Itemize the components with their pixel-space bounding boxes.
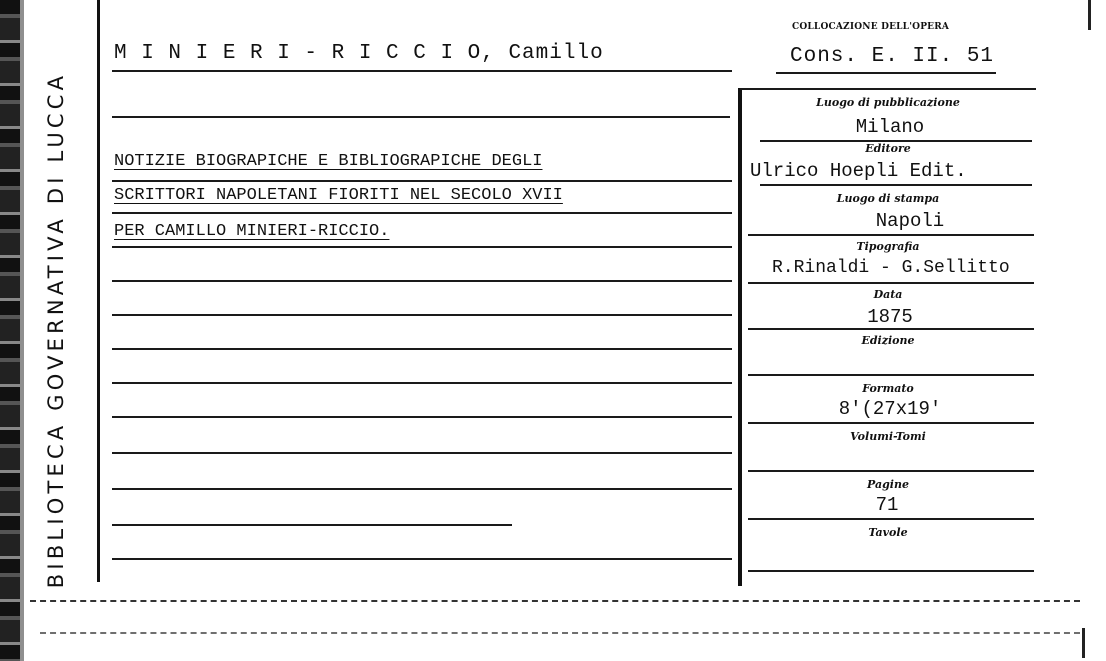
collocation-header: COLLOCAZIONE DELL'OPERA <box>792 22 950 32</box>
ruled-line <box>112 314 732 316</box>
card-left-edge <box>0 0 20 661</box>
ruled-line <box>112 524 512 526</box>
title-line-2: SCRITTORI NAPOLETANI FIORITI NEL SECOLO XVII <box>114 186 563 205</box>
author-name: M I N I E R I - R I C C I O, Camillo <box>114 42 604 65</box>
label-tavole: Tavole <box>868 526 908 539</box>
ruled-line <box>112 452 732 454</box>
ruled-line <box>112 558 732 560</box>
library-spine-label: BIBLIOTECA GOVERNATIVA DI LUCCA <box>44 71 68 589</box>
value-luogo-stampa: Napoli <box>875 210 945 232</box>
label-data: Data <box>873 288 903 301</box>
ruled-line <box>112 280 732 282</box>
ruled-line <box>112 416 732 418</box>
label-volumi-tomi: Volumi-Tomi <box>850 430 926 443</box>
title-line-1: NOTIZIE BIOGRAPICHE E BIBLIOGRAPICHE DEGLI <box>114 152 543 171</box>
collocation-rule <box>776 72 996 74</box>
details-rule <box>748 470 1034 472</box>
card-left-edge-shadow <box>20 0 24 661</box>
details-rule <box>748 518 1034 520</box>
label-editore: Editore <box>865 142 911 155</box>
card-bottom-dashes <box>40 632 1080 634</box>
label-tipografia: Tipografia <box>856 240 920 253</box>
collocation-value: Cons. E. II. 51 <box>790 45 995 68</box>
left-margin-rule <box>97 0 100 582</box>
details-rule <box>748 328 1034 330</box>
details-rule <box>748 570 1034 572</box>
details-top-rule <box>740 88 1036 90</box>
ruled-line <box>112 116 730 118</box>
value-formato: 8'(27x19' <box>838 398 942 420</box>
value-data: 1875 <box>867 306 913 328</box>
details-rule <box>748 234 1034 236</box>
label-luogo-pubblicazione: Luogo di pubblicazione <box>816 96 960 109</box>
card-right-edge-mark <box>1082 628 1085 658</box>
value-pagine: 71 <box>875 494 899 516</box>
card-right-edge-mark <box>1088 0 1091 30</box>
details-rule <box>748 282 1034 284</box>
ruled-line <box>112 382 732 384</box>
card-bottom-dashes <box>30 600 1080 602</box>
ruled-line <box>112 180 732 182</box>
details-rule <box>748 422 1034 424</box>
title-line-3: PER CAMILLO MINIERI-RICCIO. <box>114 222 390 241</box>
value-tipografia: R.Rinaldi - G.Sellitto <box>772 258 1010 278</box>
label-pagine: Pagine <box>867 478 909 491</box>
label-formato: Formato <box>862 382 914 395</box>
ruled-line <box>112 212 732 214</box>
ruled-line <box>112 348 732 350</box>
details-rule <box>748 374 1034 376</box>
value-luogo-pubblicazione: Milano <box>855 116 925 138</box>
details-rule <box>760 184 1032 186</box>
label-luogo-stampa: Luogo di stampa <box>836 192 940 205</box>
ruled-line <box>112 488 732 490</box>
value-editore: Ulrico Hoepli Edit. <box>750 160 967 182</box>
label-edizione: Edizione <box>861 334 915 347</box>
author-rule <box>112 70 732 72</box>
ruled-line <box>112 246 732 248</box>
